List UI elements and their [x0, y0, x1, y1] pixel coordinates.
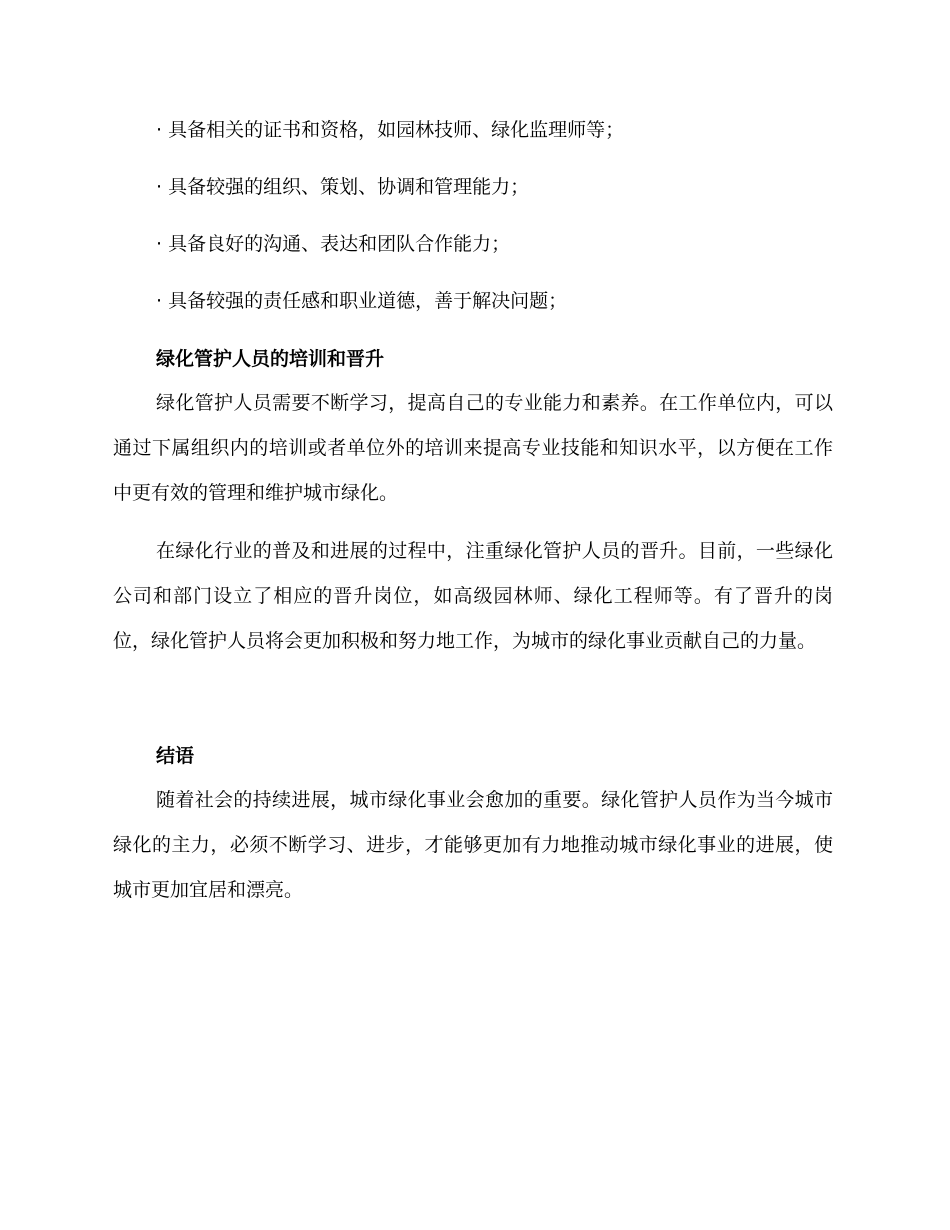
paragraph-training-promotion: 在绿化行业的普及和进展的过程中，注重绿化管护人员的晋升。目前，一些绿化公司和部门设立了相应的晋升岗位，如高级园林师、绿化工程师等。有了晋升的岗位，绿化管护人员将会更加积极和努力地工作，为城市的绿化事业贡献自己的力量。 [113, 540, 833, 652]
paragraph-training-study: 绿化管护人员需要不断学习，提高自己的专业能力和素养。在工作单位内，可以通过下属组织内的培训或者单位外的培训来提高专业技能和知识水平，以方便在工作中更有效的管理和维护城市绿化。 [113, 392, 833, 504]
section-heading-conclusion: 结语 [156, 745, 195, 767]
paragraph-conclusion: 随着社会的持续进展，城市绿化事业会愈加的重要。绿化管护人员作为当今城市绿化的主力，必须不断学习、进步，才能够更加有力地推动城市绿化事业的进展，使城市更加宜居和漂亮。 [113, 789, 833, 901]
requirement-bullet-communication: · 具备良好的沟通、表达和团队合作能力； [156, 233, 511, 255]
requirement-bullet-responsibility: · 具备较强的责任感和职业道德，善于解决问题； [156, 290, 568, 312]
requirement-bullet-certificates: · 具备相关的证书和资格，如园林技师、绿化监理师等； [156, 119, 625, 141]
requirement-bullet-organization: · 具备较强的组织、策划、协调和管理能力； [156, 176, 530, 198]
section-heading-training: 绿化管护人员的培训和晋升 [156, 348, 385, 370]
